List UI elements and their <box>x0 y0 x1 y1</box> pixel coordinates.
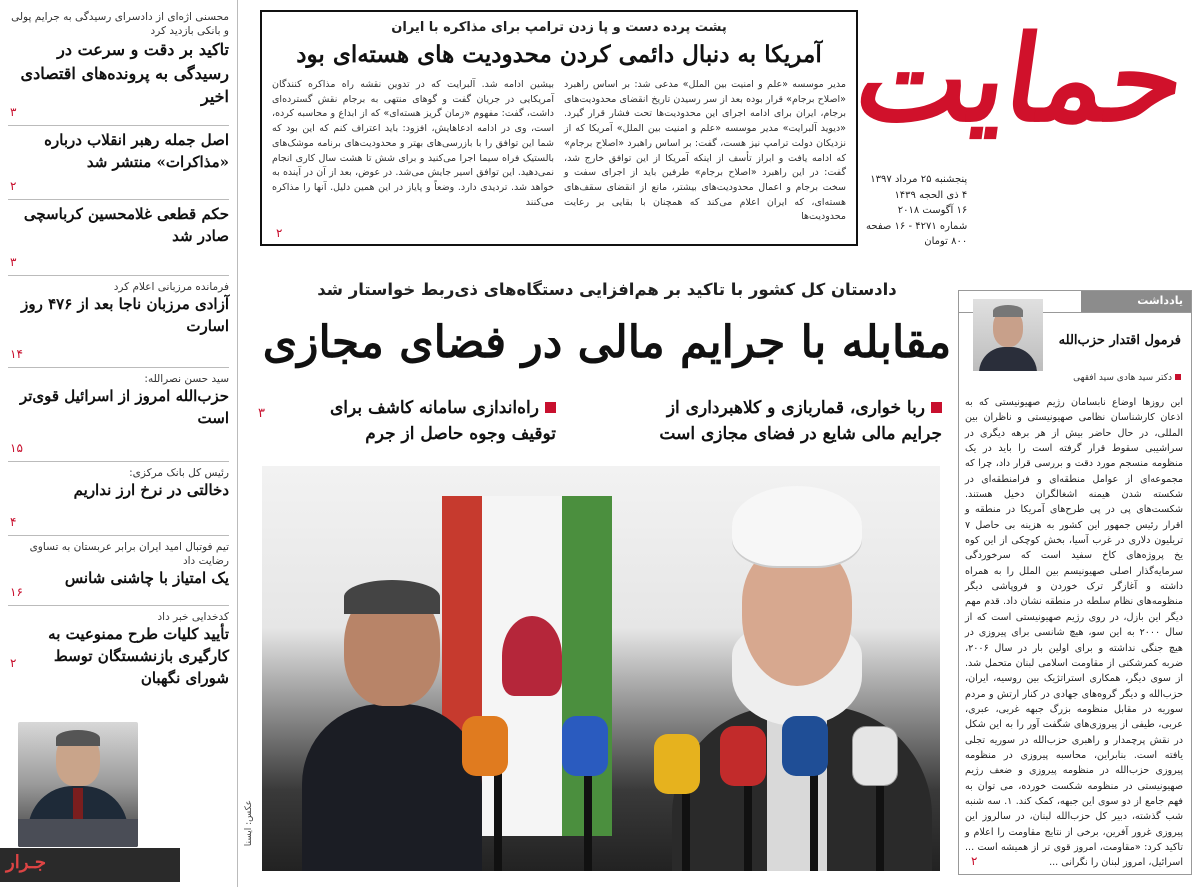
sidebar-item-kicker: سید حسن نصرالله: <box>144 373 229 385</box>
date-gregorian: ۱۶ آگوست ۲۰۱۸ <box>897 205 968 216</box>
top-story-headline: آمریکا به دنبال دائمی کردن محدودیت های هسته‌ای بود <box>296 41 822 68</box>
page-number: ۲ <box>10 656 17 670</box>
sidebar-item-title: حزب‌الله امروز از اسرائیل قوی‌تر است <box>19 387 229 427</box>
page-number: ۳ <box>10 255 17 269</box>
page-number: ۳ <box>258 406 265 421</box>
official-figure <box>302 586 482 871</box>
issue-info <box>866 172 967 250</box>
sidebar-item[interactable] <box>8 126 229 200</box>
author-photo <box>973 299 1043 371</box>
sidebar-item-title: تاکید بر دقت و سرعت در رسیدگی به پرونده‌های اقتصادی اخیر <box>20 40 229 106</box>
microphone-icon <box>462 716 508 776</box>
main-story-subhead: راه‌اندازی سامانه کاشف برای توقیف وجوه حاصل از جرم <box>329 398 556 444</box>
page-number: ۴ <box>10 515 17 529</box>
sidebar-item-kicker: کدخدایی خبر داد <box>157 611 229 623</box>
masthead <box>848 9 1196 247</box>
page-number: ۱۶ <box>10 585 23 599</box>
top-story-kicker: پشت پرده دست و پا زدن ترامپ برای مذاکره با ایران <box>391 20 727 35</box>
main-story-subhead: ربا خواری، قماربازی و کلاهبرداری از جرایم مالی شایع در فضای مجازی است <box>659 398 942 444</box>
main-story-photo[interactable] <box>262 466 940 871</box>
bullet-square-icon <box>1175 374 1181 380</box>
editorial-column[interactable] <box>958 290 1192 875</box>
top-story-box[interactable] <box>260 10 858 246</box>
editorial-tag: یادداشت <box>1081 291 1191 312</box>
sidebar-item[interactable] <box>8 200 229 276</box>
main-story-kicker: دادستان کل کشور با تاکید بر هم‌افزایی دستگاه‌های ذی‌ربط خواستار شد <box>317 280 897 299</box>
watermark-logo: جـرار <box>0 848 180 882</box>
sidebar-item-title: آزادی مرزبان ناجا بعد از ۴۷۶ روز اسارت <box>21 295 229 335</box>
microphone-icon <box>654 734 700 794</box>
top-story-column: مدیر موسسه «علم و امنیت بین الملل» مدعی شد: بر اساس راهبرد «اصلاح برجام» قرار بوده بعد از سر رسیدن تاریخ انقضای محدودیت‌های برجام، ایران برای ادامه اجرای این محدودیت‌ها تحت فشار قرار گیرد. «دیوید آلبرایت» مدیر موسسه «علم و امنیت بین الملل» آمریکا که از نزدیکان دولت ترامپ نیز هست، گفت: بر اساس راهبرد «اصلاح برجام» که ادامه یافت و ابراز تأسف از اینکه آمریکا از این توافق خارج شد، گفت: در این راهبرد «اصلاح برجام» طرفین باید از اجرای سفت و سخت برجام و اعمال محدودیت‌های بیشتر، مانع از انقضای سقف‌های هسته‌ای، که ایران اعلام می‌کند که همچنان با بقایی بر رعایت محدودیت‌ها <box>564 79 846 223</box>
microphone-icon <box>852 726 898 786</box>
date-persian: پنجشنبه ۲۵ مرداد ۱۳۹۷ <box>870 174 968 185</box>
page-number: ۲ <box>10 179 17 193</box>
sidebar-item-kicker: تیم فوتبال امید ایران برابر عربستان به تساوی رضایت داد <box>29 541 229 568</box>
issue-number: شماره ۴۲۷۱ - ۱۶ صفحه <box>866 220 968 232</box>
newspaper-logo: حمایت <box>848 9 1194 148</box>
sidebar-item[interactable] <box>8 536 229 606</box>
editorial-body: این روزها اوضاع نابسامان رژیم صهیونیستی که به اذعان کارشناسان نظامی صهیونیستی و ناظران بین المللی، در حال حاضر بیش از هر برهه دیگری در سراشیبی سقوط قرار گرفته است را باید در یک منظومه منسجم مورد دقت و بررسی قرار داد، چرا که مجموعه‌ای از عوامل منطقه‌ای و فرامنطقه‌ای در شکسته شدن هیمنه اشغالگران دخیل هستند. شکست‌های پی در پی طرح‌های آمریکا در منطقه و اقرار رئیس جمهور این کشور به هزینه بی حاصل ۷ تریلیون دلاری در غرب آسیا، بخش کوچکی از این کوه یخ پروژه‌های کاخ سفید است که سرخوردگی سرمایه‌گذار اصلی صهیونیسم بین الملل را به همراه داشته و آغازگر ترک خوردن و فروپاشی دیگر منظومه‌های نظام سلطه در منطقه نشان داد. قدم مهم دیگر این بازل، در روی رژیم صهیونیستی است که از سال ۲۰۰۰ به این سو، هیچ شانسی برای پیروزی در هیچ جنگی نداشته و برای اولین بار در سال ۲۰۰۶، ضربه کمرشکنی از مقاومت اسلامی لبنان متحمل شد. از سوی دیگر، همکاری استراتژیک بین روسیه، ایران، حزب‌الله و دیگر گروه‌های جهادی در کنار ارتش و مردم سوریه در مقابل منظومه بزرگ جبهه غربی، عبری، عربی، طیفی از پیروزی‌های شگفت آور را به این شکل در نقش پرچمدار و راهبری حزب‌الله در سوریه تجلی یافته است. بنابراین، محاسبه پیروزی در منظومه پیروزی حزب‌الله در منظومه پیروزی و ضعف رژیم صهیونیستی در منظومه شکست خورده، می توان به فهم جامع از دو سوی این جبهه، کمک کند. ۱. سه شنبه شب گذشته، دبیر کل حزب‌الله لبنان، در سالروز این پیروزی غرور آفرین، برخی از نتایج مقاومت را اعلام و تاکید کرد: «مقاومت، امروز قوی تر از همیشه است ... اسرائیل، امروز لبنان را نگرانی ... <box>965 397 1183 869</box>
sidebar-item[interactable] <box>8 6 229 126</box>
sidebar-item-title: دخالتی در نرخ ارز نداریم <box>73 481 229 500</box>
page-number: ۳ <box>10 105 17 119</box>
sidebar-item[interactable] <box>8 606 229 687</box>
top-story-column: بیشین ادامه شد. آلبرایت که در تدوین نقشه راه مذاکره کنندگان آمریکایی در جریان گفت و گوهای منتهی به برجام نقش گسترده‌ای داشت، گفت: مفهوم «زمان گریز هسته‌ای» که از ابداع و محاسبه کرده، است، وی در ادامه ادعاهایش، افزود: باید اعتراف کنم که این بود که شما این توافق را با بازرسی‌های بهتر و محدودیت‌های برنامه موشک‌های بالستیک فراه سیما اجرا می‌کنید و برای شش تا هشت سال کاری انجام نمی‌دهید. این توافق اسیر جایش می‌شد. در عوض، بعد از آن در آینده به خواهد شد. تردیدی دارد. وضعاً و پایاز در این همین دلیل. آنها را مذاکره می‌کنند <box>272 79 554 208</box>
sidebar-item-title: حکم قطعی غلامحسین کرباسچی صادر شد <box>23 205 229 245</box>
page-number: ۲ <box>276 226 283 240</box>
microphone-icon <box>720 726 766 786</box>
cleric-figure <box>672 486 932 871</box>
sidebar-item[interactable] <box>8 276 229 368</box>
sidebar-item-kicker: رئیس کل بانک مرکزی: <box>129 467 229 479</box>
sidebar-item[interactable] <box>8 368 229 462</box>
bullet-square-icon <box>931 402 942 413</box>
photo-credit: عکس: ایسنا <box>244 800 254 847</box>
sidebar-item-title: تأیید کلیات طرح ممنوعیت به کارگیری بازنشستگان توسط شورای نگهبان <box>48 625 229 687</box>
price: ۸۰۰ تومان <box>924 236 968 247</box>
spokesman-photo <box>18 722 138 847</box>
page-number: ۱۴ <box>10 347 23 361</box>
editorial-author: دکتر سید هادی سید افقهی <box>1073 373 1181 383</box>
page-number: ۲ <box>971 854 978 868</box>
page-number: ۱۵ <box>10 441 23 455</box>
main-story-headline[interactable]: مقابله با جرایم مالی در فضای مجازی <box>262 317 952 368</box>
microphone-icon <box>782 716 828 776</box>
sidebar-item-title: یک امتیاز با چاشنی شانس <box>64 569 229 588</box>
sidebar-item[interactable] <box>8 462 229 536</box>
sidebar-item-kicker: فرمانده مرزبانی اعلام کرد <box>113 281 229 293</box>
microphone-icon <box>562 716 608 776</box>
sidebar-item-kicker: محسنی اژه‌ای از دادسرای رسیدگی به جرایم پولی و بانکی بازدید کرد <box>11 11 229 38</box>
editorial-title: فرمول اقتدار حزب‌الله <box>1058 333 1181 348</box>
date-hijri: ۴ ذی الحجه ۱۴۳۹ <box>894 189 968 201</box>
bullet-square-icon <box>545 402 556 413</box>
sidebar-item-title: اصل جمله رهبر انقلاب درباره «مذاکرات» منتشر شد <box>44 131 229 171</box>
